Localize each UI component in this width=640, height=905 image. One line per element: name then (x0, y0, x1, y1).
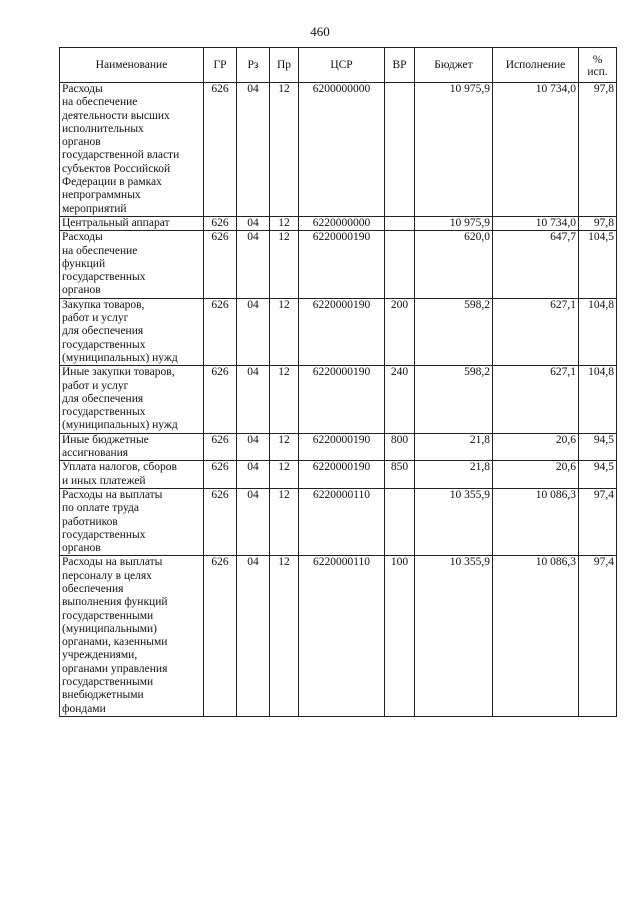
header-rz: Рз (237, 48, 270, 83)
cell-vr: 200 (385, 298, 415, 365)
cell-gr: 626 (204, 433, 237, 461)
budget-table (59, 47, 617, 717)
cell-gr: 626 (204, 366, 237, 433)
cell-name: Закупка товаров, работ и услуг для обеспечения государственных (муниципальных) нужд (60, 298, 204, 365)
header-pr: Пр (270, 48, 299, 83)
cell-csr: 6220000190 (299, 461, 385, 489)
cell-name: Уплата налогов, сборов и иных платежей (60, 461, 204, 489)
cell-budget: 21,8 (415, 461, 493, 489)
table-row (60, 433, 617, 461)
table-row (60, 298, 617, 365)
cell-gr: 626 (204, 461, 237, 489)
table-row (60, 231, 617, 298)
cell-rz: 04 (237, 556, 270, 717)
cell-csr: 6200000000 (299, 83, 385, 217)
cell-pct: 97,8 (579, 83, 617, 217)
cell-csr: 6220000190 (299, 231, 385, 298)
cell-gr: 626 (204, 298, 237, 365)
cell-vr: 800 (385, 433, 415, 461)
cell-execution: 10 086,3 (493, 488, 579, 555)
cell-vr: 850 (385, 461, 415, 489)
cell-csr: 6220000190 (299, 366, 385, 433)
header-csr: ЦСР (299, 48, 385, 83)
cell-vr (385, 231, 415, 298)
cell-pr: 12 (270, 461, 299, 489)
cell-pct: 97,8 (579, 216, 617, 230)
cell-vr (385, 83, 415, 217)
cell-vr: 100 (385, 556, 415, 717)
cell-rz: 04 (237, 461, 270, 489)
cell-rz: 04 (237, 216, 270, 230)
header-execution: Исполнение (493, 48, 579, 83)
cell-rz: 04 (237, 231, 270, 298)
cell-pr: 12 (270, 298, 299, 365)
cell-gr: 626 (204, 231, 237, 298)
header-percent-label: исп. (587, 66, 608, 78)
cell-execution: 10 086,3 (493, 556, 579, 717)
cell-budget: 598,2 (415, 298, 493, 365)
cell-execution: 20,6 (493, 433, 579, 461)
table-header-row (60, 48, 617, 83)
cell-csr: 6220000190 (299, 298, 385, 365)
cell-pr: 12 (270, 488, 299, 555)
cell-rz: 04 (237, 433, 270, 461)
cell-budget: 620,0 (415, 231, 493, 298)
cell-budget: 10 355,9 (415, 556, 493, 717)
header-percent-symbol: % (592, 54, 603, 66)
header-percent (579, 48, 617, 83)
cell-rz: 04 (237, 83, 270, 217)
table-row (60, 83, 617, 217)
header-name: Наименование (60, 48, 204, 83)
cell-name: Центральный аппарат (60, 216, 204, 230)
cell-name: Иные закупки товаров, работ и услуг для обеспечения государственных (муниципальных) нужд (60, 366, 204, 433)
header-vr: ВР (385, 48, 415, 83)
cell-vr (385, 216, 415, 230)
cell-pr: 12 (270, 433, 299, 461)
cell-gr: 626 (204, 556, 237, 717)
cell-execution: 10 734,0 (493, 216, 579, 230)
cell-pct: 97,4 (579, 488, 617, 555)
cell-budget: 598,2 (415, 366, 493, 433)
table-row (60, 366, 617, 433)
cell-execution: 647,7 (493, 231, 579, 298)
cell-name: Расходы на выплаты по оплате труда работников государственных органов (60, 488, 204, 555)
cell-csr: 6220000110 (299, 556, 385, 717)
cell-budget: 10 975,9 (415, 216, 493, 230)
table-row (60, 461, 617, 489)
cell-pct: 104,8 (579, 366, 617, 433)
cell-name: Расходы на обеспечение функций государственных органов (60, 231, 204, 298)
cell-pr: 12 (270, 231, 299, 298)
cell-name: Расходы на обеспечение деятельности высших исполнительных органов государственной власти субъектов Российской Федерации в рамках непрограммных мероприятий (60, 83, 204, 217)
table-row (60, 216, 617, 230)
cell-pr: 12 (270, 556, 299, 717)
cell-rz: 04 (237, 488, 270, 555)
cell-execution: 10 734,0 (493, 83, 579, 217)
cell-budget: 21,8 (415, 433, 493, 461)
cell-pct: 104,8 (579, 298, 617, 365)
page-number: 460 (310, 24, 330, 39)
cell-execution: 627,1 (493, 366, 579, 433)
cell-pr: 12 (270, 216, 299, 230)
table-row (60, 488, 617, 555)
cell-gr: 626 (204, 83, 237, 217)
cell-execution: 20,6 (493, 461, 579, 489)
header-gr: ГР (204, 48, 237, 83)
cell-csr: 6220000190 (299, 433, 385, 461)
cell-pr: 12 (270, 83, 299, 217)
cell-pct: 104,5 (579, 231, 617, 298)
cell-pct: 97,4 (579, 556, 617, 717)
cell-name: Иные бюджетные ассигнования (60, 433, 204, 461)
header-budget: Бюджет (415, 48, 493, 83)
cell-vr: 240 (385, 366, 415, 433)
cell-gr: 626 (204, 216, 237, 230)
cell-rz: 04 (237, 366, 270, 433)
cell-csr: 6220000110 (299, 488, 385, 555)
cell-budget: 10 975,9 (415, 83, 493, 217)
cell-vr (385, 488, 415, 555)
cell-rz: 04 (237, 298, 270, 365)
cell-pct: 94,5 (579, 461, 617, 489)
cell-execution: 627,1 (493, 298, 579, 365)
cell-pr: 12 (270, 366, 299, 433)
cell-name: Расходы на выплаты персоналу в целях обеспечения выполнения функций государственными (муниципальными) органами, казенными учреждениями, органами управления государственными внебюджетными фондами (60, 556, 204, 717)
cell-budget: 10 355,9 (415, 488, 493, 555)
table-row (60, 556, 617, 717)
cell-pct: 94,5 (579, 433, 617, 461)
cell-csr: 6220000000 (299, 216, 385, 230)
cell-gr: 626 (204, 488, 237, 555)
